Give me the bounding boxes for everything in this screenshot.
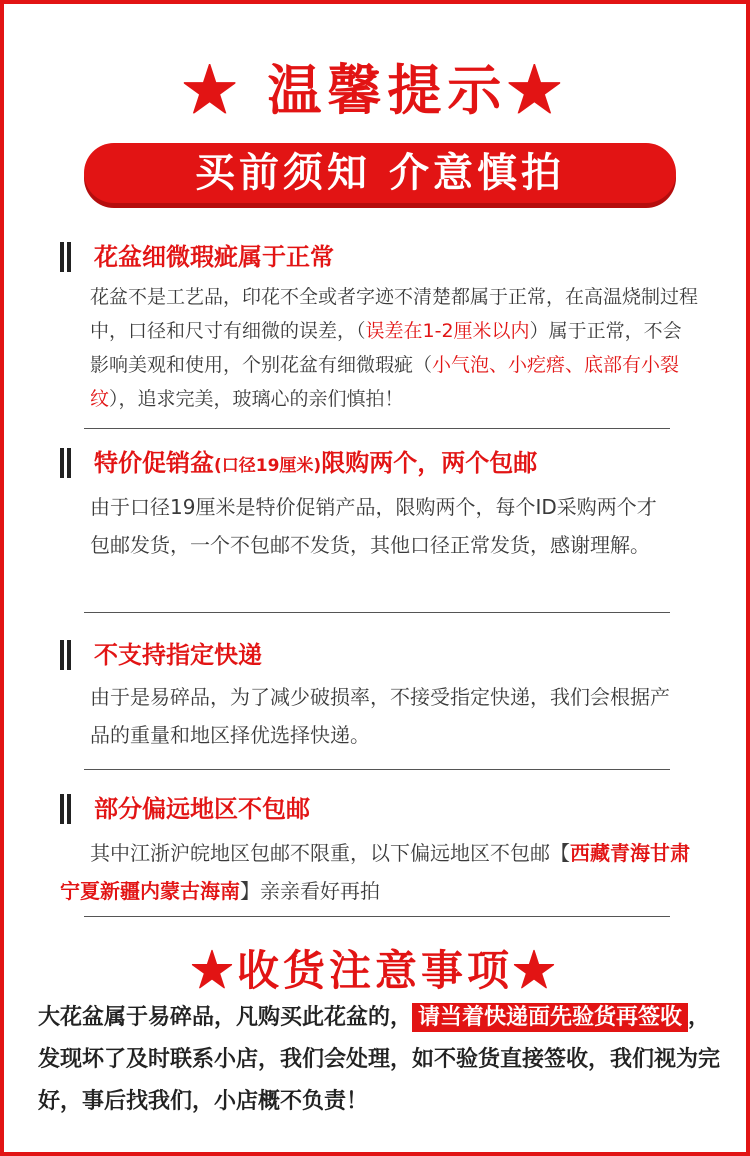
section-title bbox=[94, 446, 537, 483]
section-remote bbox=[60, 792, 700, 828]
section-header bbox=[60, 446, 700, 482]
section-body: 由于口径19厘米是特价促销产品，限购两个，每个ID采购两个才包邮发货，一个不包邮不发货，其他口径正常发货，感谢理解。 bbox=[90, 495, 657, 557]
notice-highlight: 请当着快递面先验货再签收 bbox=[412, 1003, 688, 1032]
section-courier bbox=[60, 638, 700, 754]
divider bbox=[84, 769, 670, 770]
section-header bbox=[60, 638, 700, 674]
body-text: ）属于正常，不会影响美观和使用，个别花盆有细微瑕疵（ bbox=[90, 320, 682, 376]
section-body bbox=[90, 280, 700, 416]
banner bbox=[84, 143, 676, 203]
notice-title: ★收货注意事项★ bbox=[190, 946, 559, 995]
double-bar-icon bbox=[60, 794, 72, 824]
double-bar-icon bbox=[60, 640, 72, 670]
title-note: (口径19厘米) bbox=[214, 456, 322, 476]
divider bbox=[84, 428, 670, 429]
notice-body bbox=[38, 997, 728, 1123]
body-text: 】亲亲看好再拍 bbox=[240, 879, 380, 903]
double-bar-icon bbox=[60, 242, 72, 272]
banner-text: 买前须知 介意慎拍 bbox=[195, 149, 565, 196]
notice-text: ，发现坏了及时联系小店，我们会处理，如不验货直接签收，我们视为完好，事后找我们，小店概不负责！ bbox=[38, 1005, 721, 1114]
divider bbox=[84, 916, 670, 917]
highlight-text: 误差在1-2厘米以内 bbox=[365, 320, 530, 342]
highlight-text: 小气泡、小疙瘩、底部有小裂纹 bbox=[90, 354, 680, 410]
section-title: 部分偏远地区不包邮 bbox=[94, 795, 310, 823]
body-text: 花盆不是工艺品，印花不全或者字迹不清楚都属于正常，在高温烧制过程中，口径和尺寸有细微的误差，（ bbox=[90, 286, 699, 342]
section-title: 不支持指定快递 bbox=[94, 641, 262, 669]
title-part: 限购两个，两个包邮 bbox=[321, 449, 538, 477]
body-text: 其中江浙沪皖地区包邮不限重，以下偏远地区不包邮【 bbox=[90, 841, 570, 865]
title-part: 特价促销盆 bbox=[94, 449, 214, 477]
section-title: 花盆细微瑕疵属于正常 bbox=[94, 243, 334, 271]
section-body bbox=[60, 834, 700, 910]
notice-text: 大花盆属于易碎品，凡购买此花盆的， bbox=[38, 1005, 413, 1030]
highlight-text: 西藏青海甘肃宁夏新疆内蒙古海南 bbox=[60, 841, 690, 903]
section-header bbox=[60, 240, 700, 276]
body-text: ），追求完美，玻璃心的亲们慎拍！ bbox=[109, 388, 404, 410]
double-bar-icon bbox=[60, 448, 72, 478]
section-header bbox=[60, 792, 700, 828]
page-title: ★ 温馨提示★ bbox=[182, 58, 568, 122]
divider bbox=[84, 612, 670, 613]
section-promo bbox=[60, 446, 700, 564]
section-body: 由于是易碎品，为了减少破损率，不接受指定快递，我们会根据产品的重量和地区择优选择快递。 bbox=[90, 685, 670, 747]
section-defects bbox=[60, 240, 700, 416]
